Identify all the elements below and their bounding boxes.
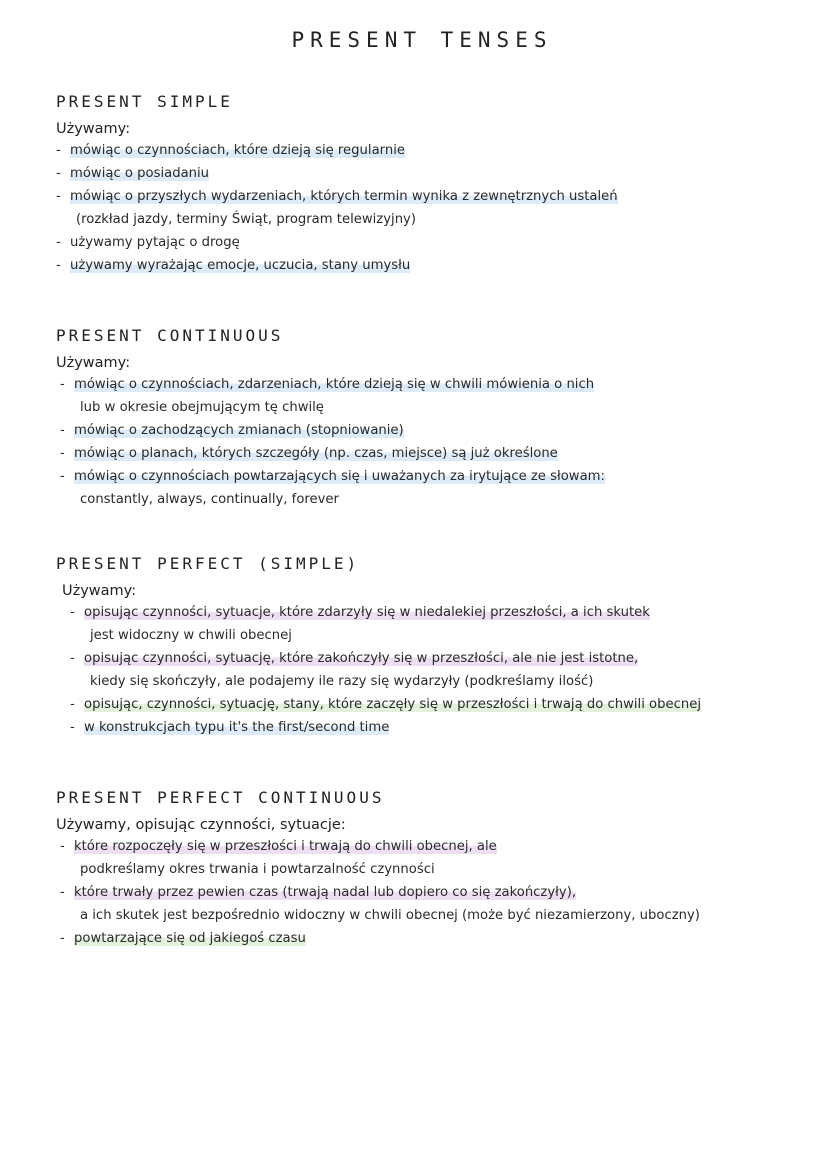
list-item-continuation: podkreślamy okres trwania i powtarzalność czynności [80,862,435,877]
section-intro: Używamy: [56,121,131,137]
list-item: - w konstrukcjach typu it's the first/second time [70,716,701,739]
list-item: - opisując, czynności, sytuację, stany, które zaczęły się w przeszłości i trwają do chwili obecnej [70,693,701,716]
list-item-continuation: lub w okresie obejmującym tę chwilę [80,400,324,415]
list-item: - mówiąc o czynnościach, które dzieją się regularnie [56,139,618,162]
section-heading: PRESENT PERFECT (SIMPLE) [56,554,360,573]
list-item-continuation: (rozkład jazdy, terminy Świąt, program telewizyjny) [76,212,417,227]
list-item: - mówiąc o zachodzących zmianach (stopniowanie) [60,419,605,442]
section-heading: PRESENT CONTINUOUS [56,326,284,345]
list-item: - które rozpoczęły się w przeszłości i trwają do chwili obecnej, ale podkreślamy okres trwania i powtarzalność czynności [60,835,700,881]
list-item: - używamy wyrażając emocje, uczucia, stany umysłu [56,254,618,277]
section-present-perfect-simple [56,554,701,739]
section-heading: PRESENT SIMPLE [56,92,233,111]
section-heading: PRESENT PERFECT CONTINUOUS [56,788,385,807]
usage-list [56,139,618,277]
section-present-simple [56,92,618,277]
list-item: - które trwały przez pewien czas (trwają nadal lub dopiero co się zakończyły), a ich skutek jest bezpośrednio widoczny w chwili obecnej (może być niezamierzony, uboczny) [60,881,700,927]
list-item: - mówiąc o planach, których szczegóły (np. czas, miejsce) są już określone [60,442,605,465]
list-item: - mówiąc o czynnościach powtarzających się i uważanych za irytujące ze słowam: constantly, always, continually, forever [60,465,605,511]
usage-list [60,835,700,950]
list-item: - mówiąc o przyszłych wydarzeniach, których termin wynika z zewnętrznych ustaleń (rozkład jazdy, terminy Świąt, program telewizyjny) [56,185,618,231]
list-item: - używamy pytając o drogę [56,231,618,254]
list-item: - opisując czynności, sytuację, które zakończyły się w przeszłości, ale nie jest istotne, kiedy się skończyły, ale podajemy ile razy się wydarzyły (podkreślamy ilość) [70,647,701,693]
list-item-continuation: a ich skutek jest bezpośrednio widoczny w chwili obecnej (może być niezamierzony, uboczny) [80,908,700,923]
list-item-continuation: kiedy się skończyły, ale podajemy ile razy się wydarzyły (podkreślamy ilość) [90,674,594,689]
list-item: - mówiąc o posiadaniu [56,162,618,185]
section-intro: Używamy: [62,583,137,599]
list-item-continuation: constantly, always, continually, forever [80,492,339,507]
usage-list [60,373,605,511]
page-title: PRESENT TENSES [291,28,553,52]
section-intro: Używamy: [56,355,131,371]
section-present-perfect-continuous [56,788,700,950]
list-item: - powtarzające się od jakiegoś czasu [60,927,700,950]
list-item: - opisując czynności, sytuacje, które zdarzyły się w niedalekiej przeszłości, a ich skutek jest widoczny w chwili obecnej [70,601,701,647]
list-item: - mówiąc o czynnościach, zdarzeniach, które dzieją się w chwili mówienia o nich lub w okresie obejmującym tę chwilę [60,373,605,419]
section-intro: Używamy, opisując czynności, sytuacje: [56,817,346,833]
usage-list [70,601,701,739]
section-present-continuous [56,326,605,511]
list-item-continuation: jest widoczny w chwili obecnej [90,628,292,643]
